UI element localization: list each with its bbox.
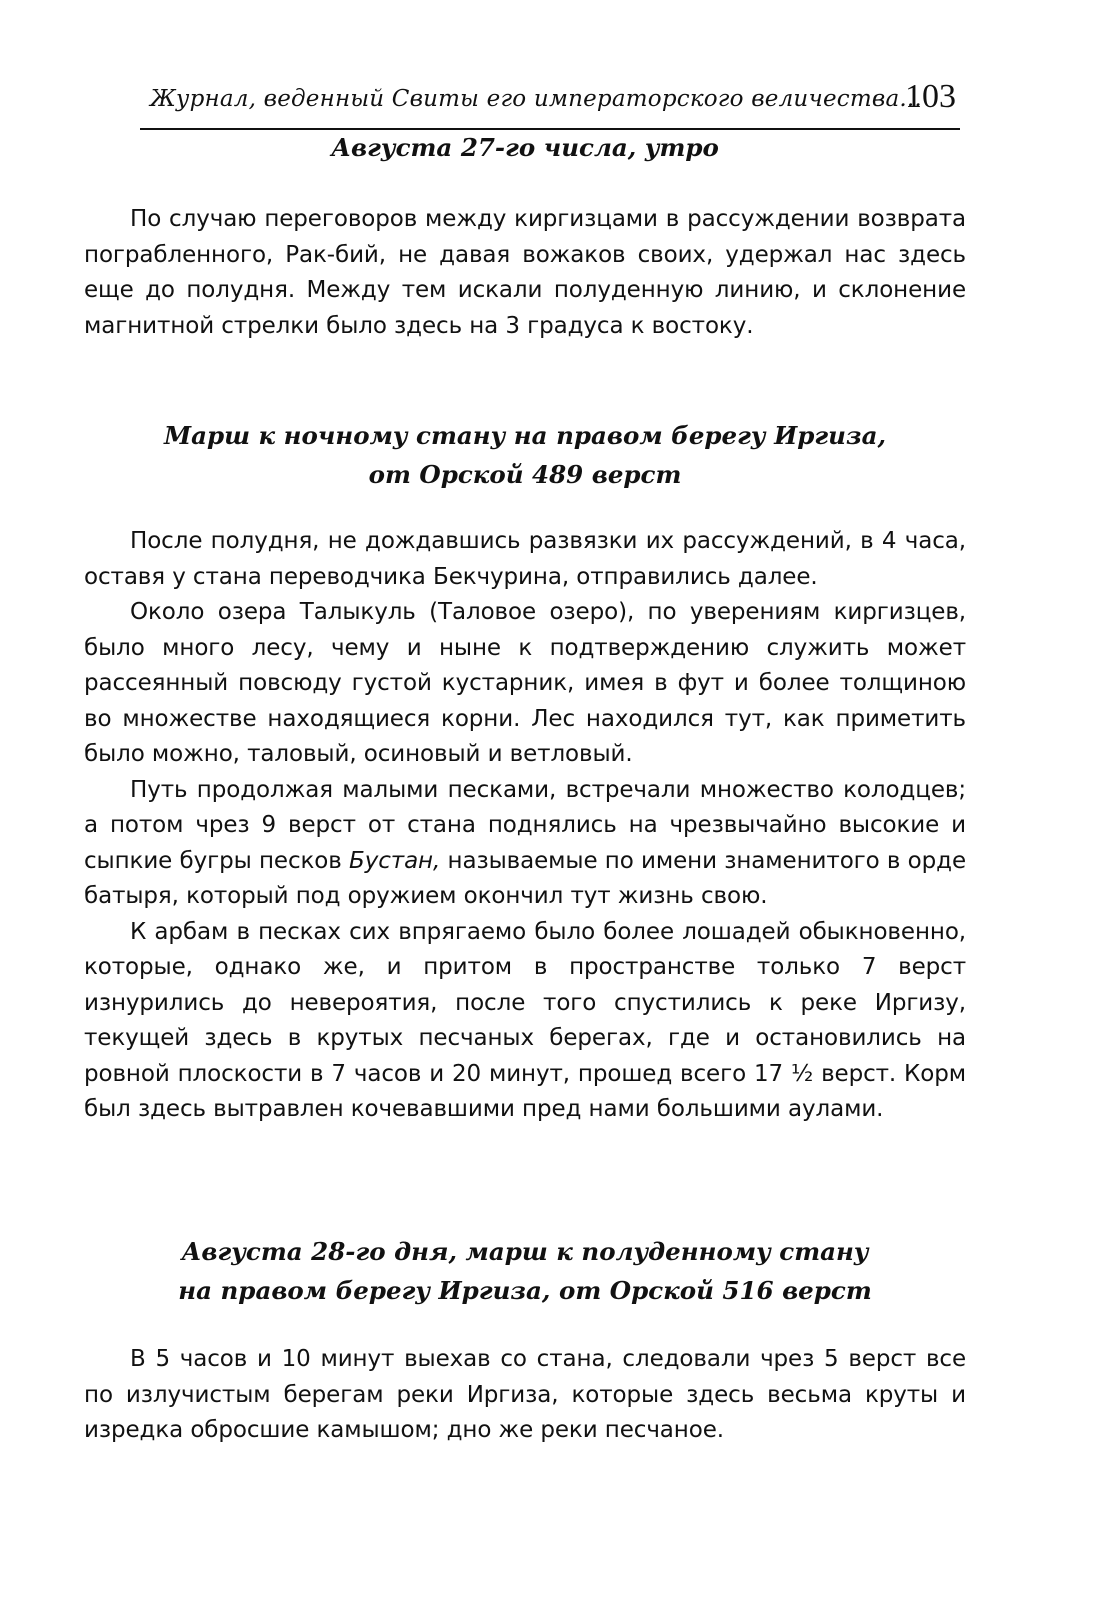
paragraph: Около озера Талыкуль (Таловое озеро), по уверениям киргизцев, было много лесу, чему и ныне к подтверждению служить может рассеянный повсюду густой кустарник, имея в фут и более толщиною во множестве находящиеся корни. Лес находился тут, как приметить было можно, таловый, осиновый и ветловый. bbox=[84, 599, 966, 767]
paragraph-text: Путь продолжая малыми песками, встречали множество колодцев; а потом чрез 9 верст от стана поднялись на чрезвычайно высокие и сыпкие бугры песков bbox=[84, 776, 966, 874]
section-heading-line: Августа 28-го дня, марш к полуденному стану bbox=[181, 1237, 869, 1266]
paragraph: К арбам в песках сих впрягаемо было более лошадей обыкновенно, которые, однако же, и притом в пространстве только 7 верст изнурились до невероятия, после того спустились к реке Иргизу, текущей здесь в крутых песчаных берегах, где и остановились на ровной плоскости в 7 часов и 20 минут, прошед всего 17 ½ верст. Корм был здесь вытравлен кочевавшими пред нами большими аулами. bbox=[84, 918, 966, 1122]
running-header bbox=[140, 72, 960, 130]
section-heading-line: на правом берегу Иргиза, от Орской 516 верст bbox=[178, 1276, 872, 1305]
paragraph: После полудня, не дождавшись развязки их рассуждений, в 4 часа, оставя у стана переводчика Бекчурина, отправились далее. bbox=[84, 528, 966, 590]
running-title: Журнал, веденный Свиты его императорского величества... bbox=[150, 86, 922, 112]
section-body-aug-28-march bbox=[84, 1342, 966, 1449]
paragraph: В 5 часов и 10 минут выехав со стана, следовали чрез 5 верст все по излучистым берегам реки Иргиза, которые здесь весьма круты и изредка обросшие камышом; дно же реки песчаное. bbox=[84, 1346, 966, 1443]
paragraph-text: называемые по имени знаменитого в орде батыря, который под оружием окончил тут жизнь свою. bbox=[84, 847, 966, 909]
italic-place-name: Бустан, bbox=[349, 847, 441, 874]
section-heading-aug-27-morning bbox=[84, 128, 966, 167]
paragraph-sands bbox=[84, 773, 966, 915]
section-body-march-night-camp bbox=[84, 524, 966, 1128]
section-heading-line: Августа 27-го числа, утро bbox=[331, 133, 719, 162]
section-heading-line: Марш к ночному стану на правом берегу Иргиза, bbox=[163, 421, 887, 450]
section-heading-aug-28-march bbox=[84, 1232, 966, 1310]
paragraph: По случаю переговоров между киргизцами в рассуждении возврата пограбленного, Рак-бий, не давая вожаков своих, удержал нас здесь еще до полудня. Между тем искали полуденную линию, и склонение магнитной стрелки было здесь на 3 градуса к востоку. bbox=[84, 206, 966, 339]
section-body-aug-27-morning bbox=[84, 202, 966, 344]
page-number: 103 bbox=[905, 78, 956, 115]
section-heading-line: от Орской 489 верст bbox=[368, 460, 682, 489]
section-heading-march-night-camp bbox=[84, 416, 966, 494]
